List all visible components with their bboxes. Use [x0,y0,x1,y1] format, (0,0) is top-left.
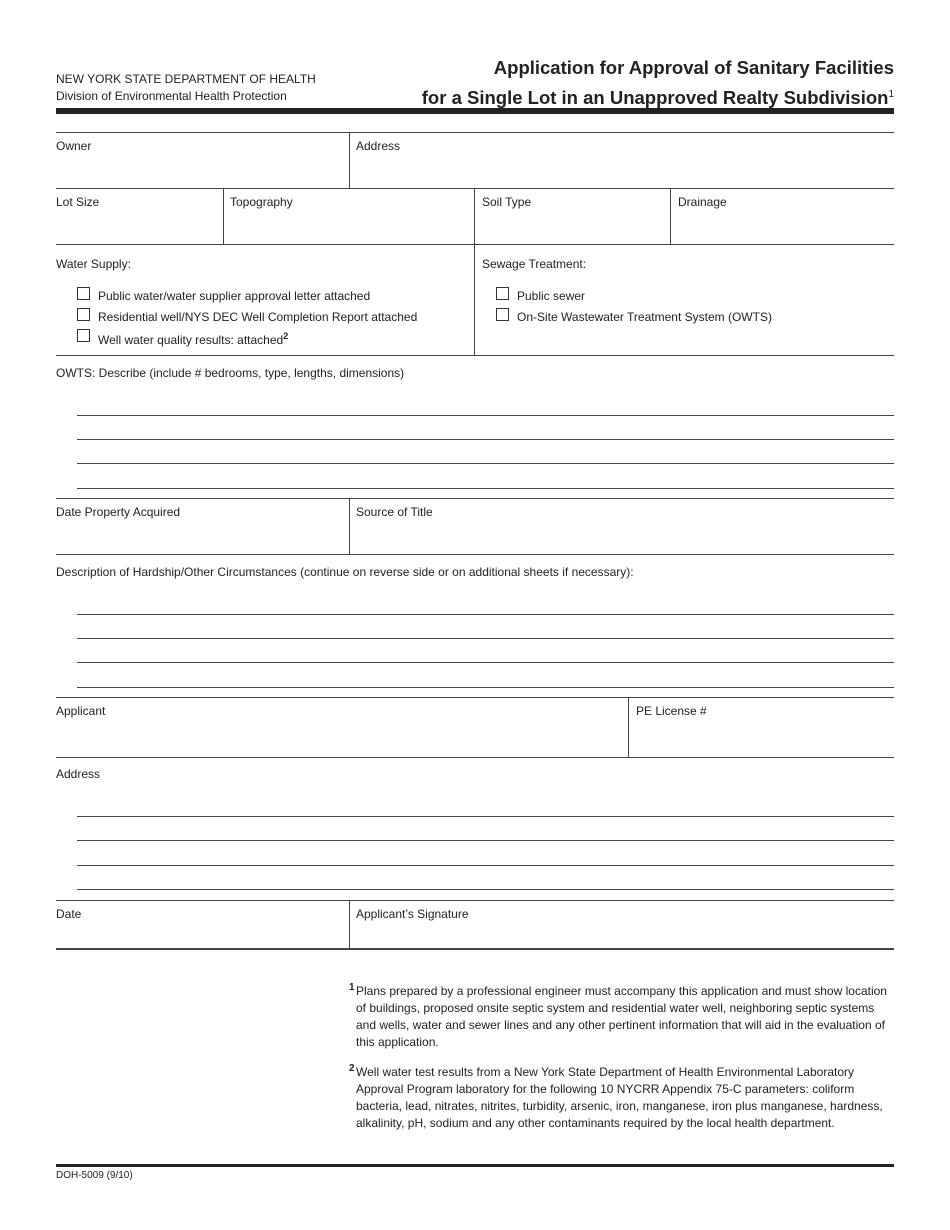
footer-rule [56,1164,894,1167]
agency-division: Division of Environmental Health Protection [56,89,287,103]
option-residential-well: Residential well/NYS DEC Well Completion Report attached [98,310,418,324]
divider [349,900,350,949]
divider [670,188,671,244]
title-footnote-mark: 1 [888,89,894,100]
option-footnote-mark: 2 [283,331,289,341]
pe-license-field[interactable]: PE License # [636,704,707,718]
divider [349,498,350,554]
checkbox-public-water[interactable] [77,287,90,300]
title-line-2: for a Single Lot in an Unapproved Realty Subdivision$^1$ [421,87,894,109]
checkbox-owts[interactable] [496,308,509,321]
option-owts: On-Site Wastewater Treatment System (OWTS) [517,310,772,324]
footnote-2 [349,1064,894,1132]
owts-write-line[interactable] [77,463,894,464]
owner-field[interactable]: Owner [56,139,92,153]
applicant-field[interactable]: Applicant [56,704,106,718]
hardship-write-line[interactable] [77,687,894,688]
header-rule [56,108,894,114]
title-line-1: Application for Approval of Sanitary Facilities [493,57,894,78]
lot-size-field[interactable]: Lot Size [56,195,100,209]
footnote-mark: 1 [349,982,355,993]
rule [56,900,894,901]
hardship-label: Description of Hardship/Other Circumstances (continue on reverse side or on additional sheets if necessary): [56,565,634,579]
divider [349,132,350,188]
topography-field[interactable]: Topography [230,195,293,209]
address-write-line[interactable] [77,840,894,841]
source-of-title-field[interactable]: Source of Title [356,505,433,519]
rule [56,757,894,758]
divider [223,188,224,244]
agency-block [56,71,316,105]
sewage-treatment-label: Sewage Treatment: [482,257,587,271]
soil-type-field[interactable]: Soil Type [482,195,532,209]
footnote-text: Plans prepared by a professional engineer must accompany this application and must show location of buildings, proposed onsite septic system and residential water well, neighboring septic systems and wells, water and sewer lines and any other pertinent information that will aid in the evaluation of this application. [356,984,887,1049]
owner-address-field[interactable]: Address [356,139,401,153]
option-well-water-quality: Well water quality results: attached$^2$ [98,331,289,347]
hardship-write-line[interactable] [77,662,894,663]
address-write-line[interactable] [77,816,894,817]
hardship-write-line[interactable] [77,638,894,639]
address-write-line[interactable] [77,889,894,890]
agency-name: NEW YORK STATE DEPARTMENT OF HEALTH [56,72,316,86]
rule [56,948,894,950]
owts-write-line[interactable] [77,439,894,440]
rule [56,697,894,698]
rule [56,355,894,356]
footnote-1 [349,983,894,1051]
address-write-line[interactable] [77,865,894,866]
checkbox-public-sewer[interactable] [496,287,509,300]
rule [56,498,894,499]
divider [628,697,629,757]
rule [56,554,894,555]
owts-write-line[interactable] [77,415,894,416]
checkbox-residential-well[interactable] [77,308,90,321]
rule [56,244,894,245]
option-public-sewer: Public sewer [517,289,586,303]
rule [56,132,894,133]
footnote-mark: 2 [349,1063,355,1074]
drainage-field[interactable]: Drainage [678,195,727,209]
footnote-text: Well water test results from a New York State Department of Health Environmental Laboratory Approval Program laboratory for the following 10 NYCRR Appendix 75-C parameters: coliform bacteria, lead, nitrates, nitrites, turbidity, arsenic, iron, manganese, iron plus manganese, hardness, alkalinity, pH, sodium and any other contaminants required by the local health department. [356,1065,883,1130]
applicant-address-label: Address [56,767,101,781]
rule [56,188,894,189]
date-field[interactable]: Date [56,907,82,921]
option-public-water: Public water/water supplier approval letter attached [98,289,371,303]
date-property-acquired-field[interactable]: Date Property Acquired [56,505,181,519]
owts-write-line[interactable] [77,488,894,489]
form-id: DOH-5009 (9/10) [56,1170,133,1181]
hardship-write-line[interactable] [77,614,894,615]
checkbox-well-water-quality[interactable] [77,329,90,342]
applicant-signature-field[interactable]: Applicant’s Signature [356,907,469,921]
owts-describe-label: OWTS: Describe (include # bedrooms, type, lengths, dimensions) [56,366,405,380]
divider [474,244,475,355]
water-supply-label: Water Supply: [56,257,131,271]
divider [474,188,475,244]
form-title [422,54,894,111]
